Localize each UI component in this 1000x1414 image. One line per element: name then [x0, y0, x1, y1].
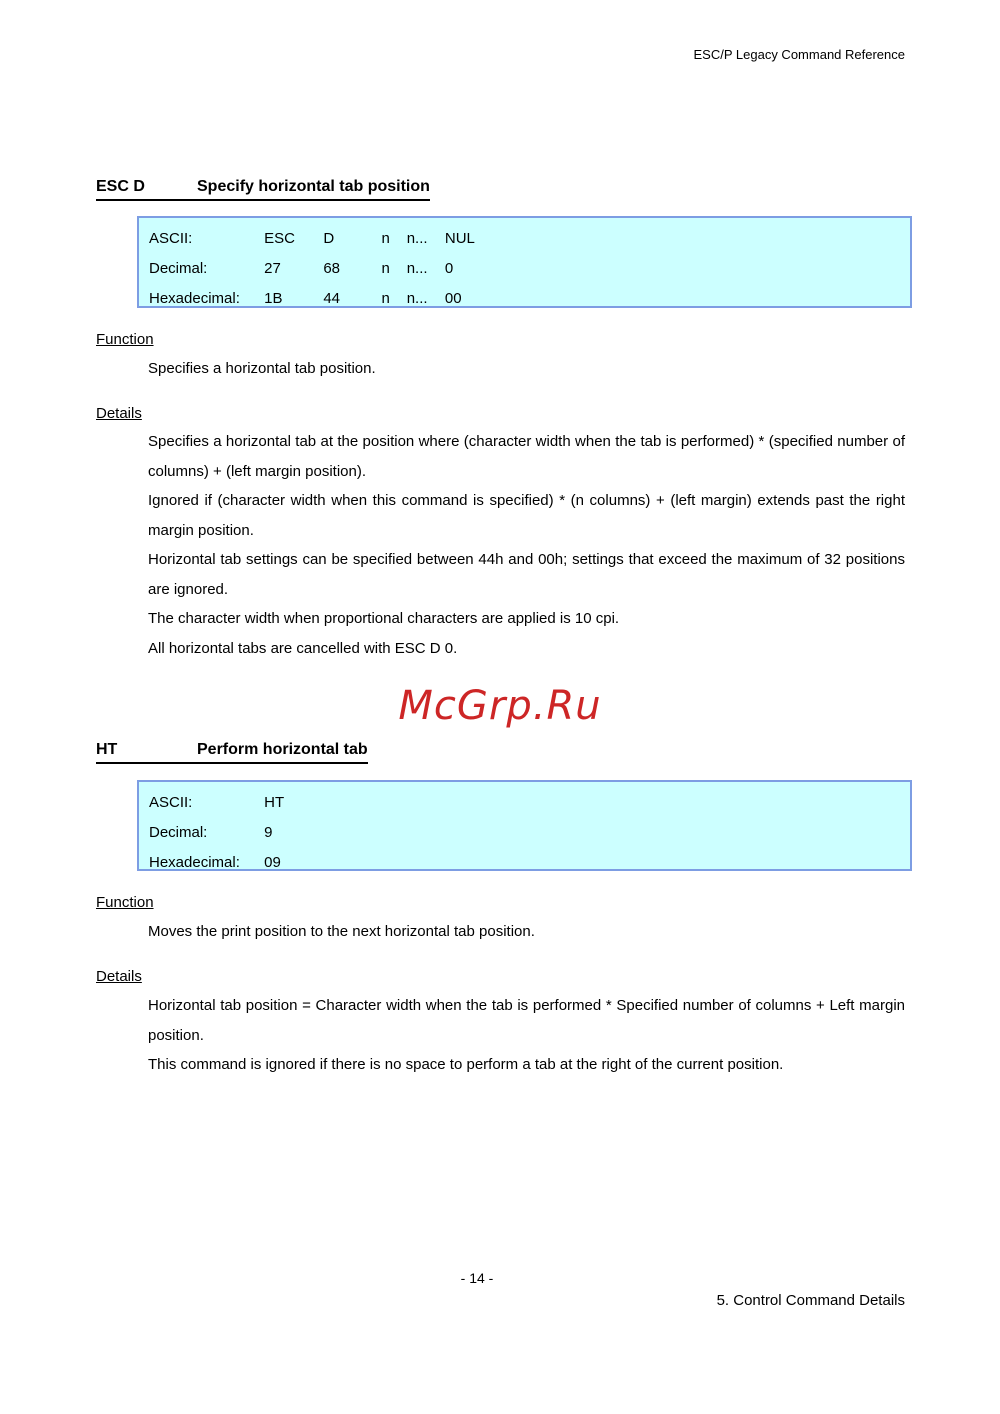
page-header-title: ESC/P Legacy Command Reference [693, 47, 905, 62]
command-name: ESC D [96, 178, 145, 195]
page-number: - 14 - [460, 1270, 494, 1286]
table-cell: n [381, 290, 390, 307]
table-cell: 44 [323, 290, 341, 307]
command-title: Specify horizontal tab position [197, 178, 430, 195]
details-paragraph: This command is ignored if there is no space to perform a tab at the right of the current position. [148, 1056, 784, 1073]
details-paragraph: Specifies a horizontal tab at the position where (character width when the tab is performed) * (specified number of columns) + (left margin position). [148, 433, 905, 480]
details-paragraph: The character width when proportional characters are applied is 10 cpi. [148, 610, 620, 627]
function-text: Specifies a horizontal tab position. [148, 360, 376, 377]
section-heading-ht [96, 740, 368, 764]
command-name: HT [96, 741, 118, 758]
details-paragraphs [148, 991, 905, 1080]
table-cell: NUL [444, 230, 475, 247]
details-paragraph: Ignored if (character width when this command is specified) * (n columns) + (left margin) extends past the right margin position. [148, 492, 905, 539]
table-cell: n... [406, 290, 428, 307]
function-text: Moves the print position to the next horizontal tab position. [148, 923, 535, 940]
row-label: Hexadecimal: [149, 290, 240, 307]
table-cell: 9 [264, 824, 273, 841]
table-cell: ESC [264, 230, 296, 247]
row-label: Hexadecimal: [149, 854, 240, 871]
table-row [149, 254, 910, 284]
table-cell: 1B [264, 290, 283, 307]
table-cell: D [323, 230, 335, 247]
table-row [149, 848, 910, 878]
table-cell: 68 [323, 260, 341, 277]
details-paragraph: Horizontal tab position = Character width when the tab is performed * Specified number of columns + Left margin position. [148, 997, 905, 1044]
table-row [149, 818, 910, 848]
command-code-table [137, 216, 912, 308]
table-cell: n [381, 230, 390, 247]
watermark-text: McGrp.Ru [398, 683, 602, 729]
table-cell: 0 [444, 260, 454, 277]
table-cell: n... [406, 230, 428, 247]
details-paragraphs [148, 427, 905, 663]
table-cell: n... [406, 260, 428, 277]
row-label: ASCII: [149, 794, 193, 811]
table-cell: 09 [264, 854, 281, 871]
table-cell: 00 [444, 290, 462, 307]
details-label: Details [96, 405, 142, 422]
section-heading-esc-d [96, 177, 430, 201]
function-label: Function [96, 331, 154, 348]
footer-chapter-title: 5. Control Command Details [716, 1292, 905, 1309]
table-row [149, 788, 910, 818]
details-paragraph: All horizontal tabs are cancelled with ESC D 0. [148, 639, 458, 657]
table-cell: 27 [264, 260, 281, 277]
details-paragraph: Horizontal tab settings can be specified between 44h and 00h; settings that exceed the maximum of 32 positions are ignored. [148, 551, 905, 598]
details-label: Details [96, 968, 142, 985]
table-cell: n [381, 260, 390, 277]
function-label: Function [96, 894, 154, 911]
table-cell: HT [264, 794, 285, 811]
table-row [149, 284, 910, 314]
row-label: Decimal: [149, 824, 208, 841]
row-label: Decimal: [149, 260, 208, 277]
command-code-table [137, 780, 912, 871]
command-title: Perform horizontal tab [197, 741, 368, 758]
table-row [149, 224, 910, 254]
row-label: ASCII: [149, 230, 193, 247]
